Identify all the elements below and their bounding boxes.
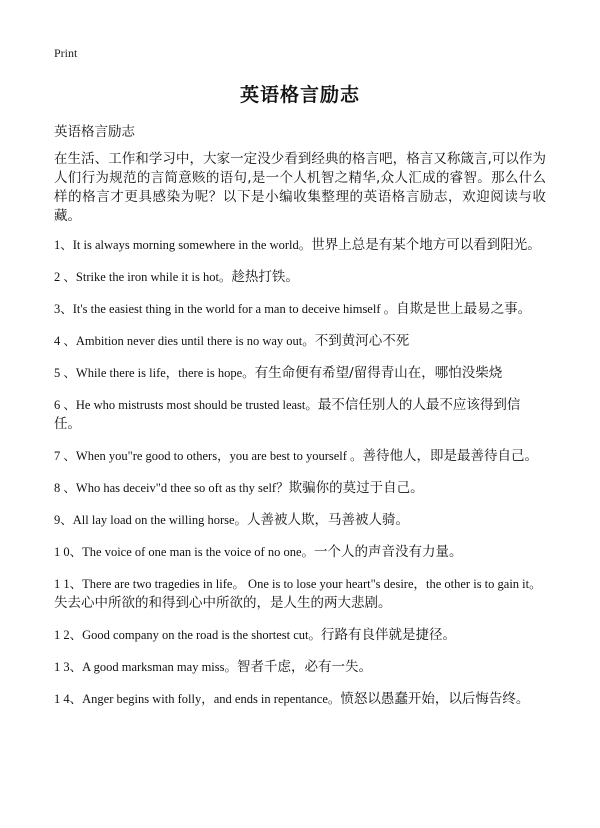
print-label[interactable]: Print	[54, 46, 78, 60]
quote-chinese: 人善被人欺，马善被人骑。	[247, 512, 410, 528]
quote-number: 1 1、	[54, 577, 83, 591]
quote-item-8	[54, 479, 546, 498]
quote-chinese: 自欺是世上最易之事。	[396, 301, 532, 317]
quote-chinese: 愤怒以愚蠢开始，以后悔告终。	[340, 691, 530, 707]
quote-number: 6 、	[54, 398, 76, 412]
quote-number: 7 、	[54, 449, 76, 463]
quote-number: 1 2、	[54, 628, 83, 642]
quote-chinese: 智者千虑，必有一失。	[237, 659, 372, 675]
quote-item-3	[54, 300, 546, 319]
quote-item-9	[54, 511, 546, 530]
quote-item-2	[54, 268, 546, 287]
document-subtitle: 英语格言励志	[54, 124, 135, 140]
quote-english: When you"re good to others，you are best to yourself 。	[75, 449, 363, 463]
quote-item-5	[54, 364, 546, 383]
quote-chinese: 欺骗你的莫过于自己。	[288, 480, 424, 496]
quote-number: 1 4、	[54, 692, 83, 706]
quote-english: Good company on the road is the shortest cut。	[82, 628, 321, 642]
quote-number: 1、	[54, 238, 73, 252]
quote-item-11	[54, 575, 546, 613]
quote-english: Strike the iron while it is hot。	[75, 270, 232, 284]
quote-item-10	[54, 543, 546, 562]
quote-english: Ambition never dies until there is no way out。	[75, 334, 315, 348]
quote-chinese: 不到黄河心不死	[314, 333, 410, 349]
quote-number: 1 0、	[54, 545, 83, 559]
quote-english: The voice of one man is the voice of no one。	[82, 545, 315, 559]
quote-number: 3、	[54, 302, 73, 316]
quote-number: 9、	[54, 513, 73, 527]
quote-chinese: 一个人的声音没有力量。	[314, 544, 463, 560]
quote-english: He who mistrusts most should be trusted least。	[75, 398, 318, 412]
quote-chinese: 有生命便有希望/留得青山在，哪怕没柴烧	[254, 365, 503, 381]
quote-english: Anger begins with folly，and ends in repentance。	[82, 692, 341, 706]
quote-english: It's the easiest thing in the world for a man to deceive himself 。	[72, 302, 397, 316]
quote-item-14	[54, 690, 546, 709]
quote-number: 5 、	[54, 366, 76, 380]
quote-number: 4 、	[54, 334, 76, 348]
intro-paragraph: 在生活、工作和学习中，大家一定没少看到经典的格言吧，格言又称箴言,可以作为人们行为规范的言简意赅的语句,是一个人机智之精华,众人汇成的睿智。那么什么样的格言才更具感染为呢？以下是小编收集整理的英语格言励志，欢迎阅读与收藏。	[54, 151, 546, 224]
quote-chinese: 趁热打铁。	[231, 269, 299, 285]
quote-item-12	[54, 626, 546, 645]
quote-item-4	[54, 332, 546, 351]
quote-english: A good marksman may miss。	[82, 660, 237, 674]
document-title: 英语格言励志	[239, 84, 360, 106]
quote-english: There are two tragedies in life。 One is to lose your heart"s desire，the other is to gain it。	[82, 577, 542, 591]
quote-item-7	[54, 447, 546, 466]
quote-chinese: 行路有良伴就是捷径。	[320, 627, 456, 643]
quote-chinese: 最不信任别人的人最不应该得到信任。	[54, 397, 521, 432]
quote-english: While there is life，there is hope。	[75, 366, 255, 380]
quote-list	[54, 236, 546, 722]
quote-item-6	[54, 396, 546, 434]
quote-number: 2 、	[54, 270, 76, 284]
quote-number: 8 、	[54, 481, 76, 495]
quote-chinese: 失去心中所欲的和得到心中所欲的，是人生的两大悲剧。	[54, 595, 392, 611]
quote-number: 1 3、	[54, 660, 83, 674]
quote-english: Who has deceiv"d thee so oft as thy self？	[75, 481, 289, 495]
quote-item-13	[54, 658, 546, 677]
quote-chinese: 世界上总是有某个地方可以看到阳光。	[311, 237, 541, 253]
quote-chinese: 善待他人，即是最善待自己。	[362, 448, 539, 464]
quote-english: All lay load on the willing horse。	[72, 513, 248, 527]
quote-english: It is always morning somewhere in the world。	[72, 238, 312, 252]
quote-item-1	[54, 236, 546, 255]
